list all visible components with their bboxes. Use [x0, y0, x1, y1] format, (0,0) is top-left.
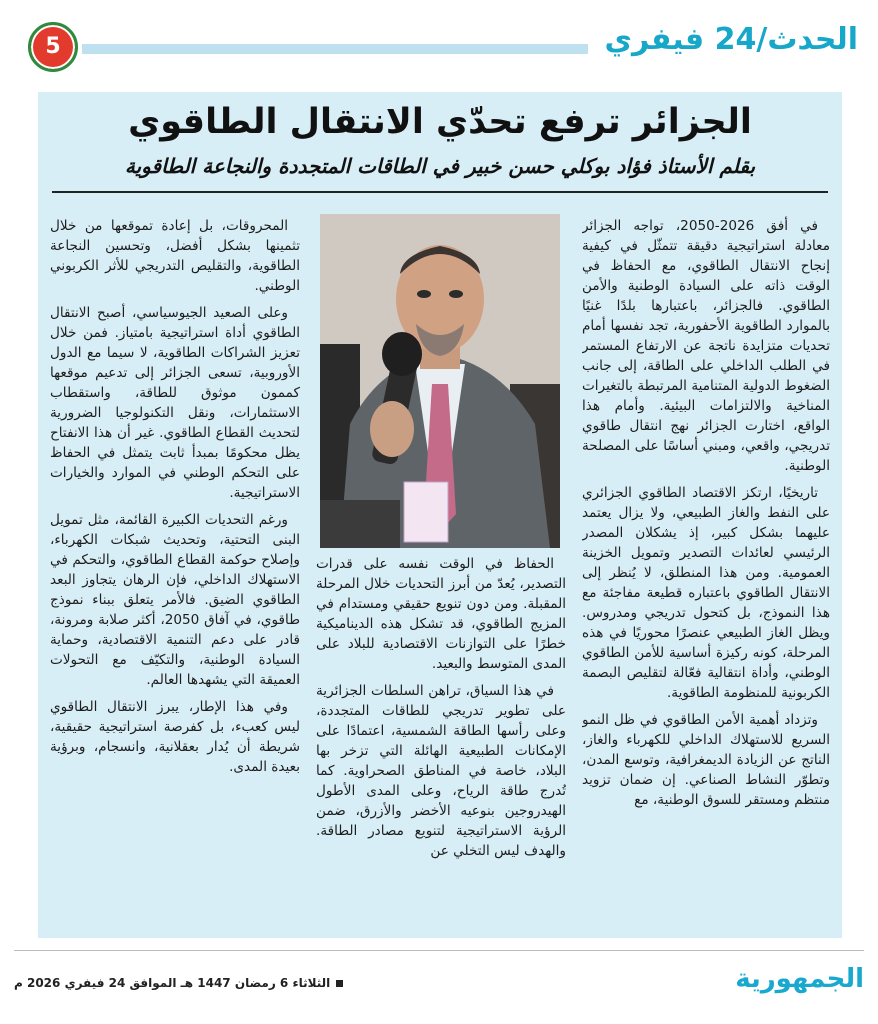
paragraph: الحفاظ في الوقت نفسه على قدرات التصدير، يُعدّ من أبرز التحديات خلال المرحلة المقبلة. ومن دون تنويع حقيقي ومستدام في المزيج الطاقوي، قد تشكل هذه الديناميكية خطرًا على التوازنات الاقتصادية للبلاد على المدى المتوسط والبعيد. [316, 556, 566, 672]
section-title: الحدث/24 فيفري [604, 22, 858, 57]
page-header [14, 18, 864, 72]
article-column-right [582, 216, 830, 928]
paragraph: وتزداد أهمية الأمن الطاقوي في ظل النمو السريع للاستهلاك الداخلي للكهرباء والغاز، الناتج عن الزيادة الديمغرافية، وتوسع المدن، وتطوّر النشاط الصناعي. إن ضمان تزويد منتظم ومستقر للسوق الوطنية، مع [582, 712, 830, 808]
article-headline: الجزائر ترفع تحدّي الانتقال الطاقوي [128, 102, 752, 142]
footer-date [14, 976, 343, 990]
byline-divider [52, 191, 828, 193]
article-column-middle [316, 554, 566, 926]
footer-divider [14, 950, 864, 951]
paragraph: في أفق 2026-2050، تواجه الجزائر معادلة استراتيجية دقيقة تتمثّل في كيفية إنجاح الانتقال الطاقوي، مع الحفاظ في الوقت ذاته على السيادة الوطنية والأمن الطاقوي. فالجزائر، باعتبارها بلدًا غنيًا بالموارد الطاقوية الأحفورية، تجد نفسها أمام تحديات متزايدة ناتجة عن الارتفاع المستمر في الطلب الداخلي على الطاقة، إلى جانب الضغوط الدولية المتنامية المرتبطة بالتغيرات المناخية والالتزامات البيئية. وأمام هذا الواقع، اختارت الجزائر نهج انتقال طاقوي تدريجي، واقعي، ومبني أساسًا على المصلحة الوطنية. [582, 218, 830, 474]
paragraph: في هذا السياق، تراهن السلطات الجزائرية على تطوير تدريجي للطاقات المتجددة، وعلى رأسها الطاقة الشمسية، اعتمادًا على الإمكانات الطبيعية الهائلة التي تزخر بها البلاد، خاصة في المناطق الصحراوية. كما تُدرج طاقة الرياح، وعلى المدى الأطول الهيدروجين بنوعيه الأخضر والأزرق، ضمن الرؤية الاستراتيجية لتنويع مصادر الطاقة. والهدف ليس التخلي عن [316, 683, 566, 859]
paragraph: وفي هذا الإطار، يبرز الانتقال الطاقوي ليس كعبء، بل كفرصة استراتيجية حقيقية، شريطة أن يُدار بعقلانية، وانسجام، وبرؤية بعيدة المدى. [50, 699, 300, 775]
author-portrait-illustration [320, 214, 560, 548]
paragraph: المحروقات، بل إعادة تموقعها من خلال تثمينها بشكل أفضل، وتحسين النجاعة الطاقوية، والتقليص التدريجي للأثر الكربوني الوطني. [50, 218, 300, 294]
footer-date-text: الثلاثاء 6 رمضان 1447 هـ الموافق 24 فيفري 2026 م [14, 976, 331, 990]
article-byline: بقلم الأستاذ فؤاد بوكلي حسن خبير في الطاقات المتجددة والنجاعة الطاقوية [124, 154, 756, 178]
author-photo [320, 214, 560, 548]
paragraph: وعلى الصعيد الجيوسياسي، أصبح الانتقال الطاقوي أداة استراتيجية بامتياز. فمن خلال تعزيز الشراكات الطاقوية، لا سيما مع الدول الأوروبية، تسعى الجزائر إلى تدعيم موقعها كممون موثوق للطاقة، واستقطاب الاستثمارات، ونقل التكنولوجيا الضرورية لتحديث القطاع الطاقوي. غير أن هذا الانفتاح يظل محكومًا بمبدأ ثابت يتمثل في الحفاظ على التحكم الوطني في الموارد والخيارات الاستراتيجية. [50, 305, 300, 501]
bullet-square-icon [336, 980, 343, 987]
article-column-left [50, 216, 300, 928]
article-panel [38, 92, 842, 938]
paragraph: تاريخيًا، ارتكز الاقتصاد الطاقوي الجزائري على النفط والغاز الطبيعي، ولا يزال يعتمد عليهما بشكل كبير، إذ يشكلان المصدر الرئيسي لعائدات التصدير وتمويل الخزينة العمومية. ومن هذا المنطلق، لا يُنظر إلى الانتقال الطاقوي باعتباره قطيعة مفاجئة مع هذا النموذج، بل كتحول تدريجي ومدروس. ويظل الغاز الطبيعي عنصرًا محوريًا في هذه المرحلة، كونه ركيزة أساسية للأمن الطاقوي الوطني، وأداة انتقالية فعّالة لتقليص البصمة الكربونية للمنظومة الطاقوية. [582, 485, 830, 701]
newspaper-logo: الجمهورية [735, 964, 864, 994]
paragraph: ورغم التحديات الكبيرة القائمة، مثل تمويل البنى التحتية، وتحديث شبكات الكهرباء، وإصلاح حوكمة القطاع الطاقوي، والتحكم في الاستهلاك الداخلي، فإن الرهان يتجاوز البعد الطاقوي الضيق. فالأمر يتعلق ببناء نموذج طاقوي، في آفاق 2050، أكثر صلابة ومرونة، قادر على دعم التنمية الاقتصادية، وحماية السيادة الوطنية، والتكيّف مع التحولات العميقة التي يشهدها العالم. [50, 512, 300, 688]
header-rule [82, 44, 588, 54]
page-number-badge: 5 [28, 22, 78, 72]
